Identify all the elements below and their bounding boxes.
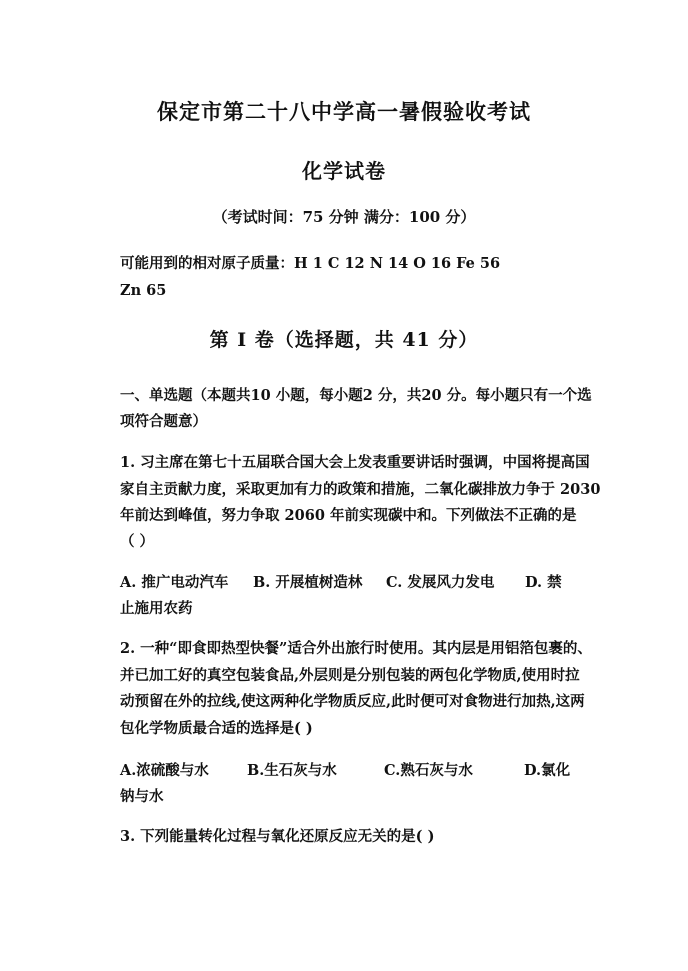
- q1-text-line-4: （ ）: [120, 533, 155, 550]
- q1-option-c: C. 发展风力发电: [386, 574, 495, 591]
- exam-title: 保定市第二十八中学高一暑假验收考试: [157, 99, 531, 124]
- q1-text-line-3: 年前达到峰值，努力争取 2060 年前实现碳中和。下列做法不正确的是: [120, 507, 577, 524]
- q2-text-line-1: 2. 一种“即食即热型快餐”适合外出旅行时使用。其内层是用铝箔包裹的、: [120, 640, 592, 657]
- q1-option-d-continuation: 止施用农药: [120, 600, 193, 617]
- part-heading-line-1: 一、单选题（本题共10 小题，每小题2 分，共20 分。每小题只有一个选: [120, 387, 592, 404]
- part-heading-line-2: 项符合题意）: [120, 413, 207, 430]
- q1-option-a: A. 推广电动汽车: [120, 574, 229, 591]
- exam-subtitle: 化学试卷: [302, 159, 386, 183]
- q2-option-b: B.生石灰与水: [247, 762, 337, 779]
- q2-option-d-continuation: 钠与水: [120, 788, 164, 805]
- q2-text-line-2: 并已加工好的真空包装食品,外层则是分别包装的两包化学物质,使用时拉: [120, 667, 580, 684]
- q2-option-a: A.浓硫酸与水: [120, 762, 209, 779]
- q1-text-line-1: 1. 习主席在第七十五届联合国大会上发表重要讲话时强调，中国将提高国: [120, 454, 590, 471]
- q1-option-b: B. 开展植树造林: [253, 574, 363, 591]
- atomic-mass-line-2: Zn 65: [120, 282, 167, 299]
- q2-option-c: C.熟石灰与水: [384, 762, 473, 779]
- q3-text-line-1: 3. 下列能量转化过程与氧化还原反应无关的是( ): [120, 828, 435, 845]
- section-title: 第 I 卷（选择题，共 41 分）: [209, 329, 479, 351]
- q2-text-line-4: 包化学物质最合适的选择是( ): [120, 720, 313, 737]
- q1-text-line-2: 家自主贡献力度，采取更加有力的政策和措施，二氧化碳排放力争于 2030: [120, 481, 601, 498]
- exam-info: （考试时间：75 分钟 满分：100 分）: [212, 208, 476, 226]
- atomic-mass-line-1: 可能用到的相对原子质量：H 1 C 12 N 14 O 16 Fe 56: [120, 255, 501, 272]
- q2-text-line-3: 动预留在外的拉线,使这两种化学物质反应,此时便可对食物进行加热,这两: [120, 693, 585, 710]
- q1-option-d: D. 禁: [525, 574, 562, 591]
- q2-option-d: D.氯化: [524, 762, 571, 779]
